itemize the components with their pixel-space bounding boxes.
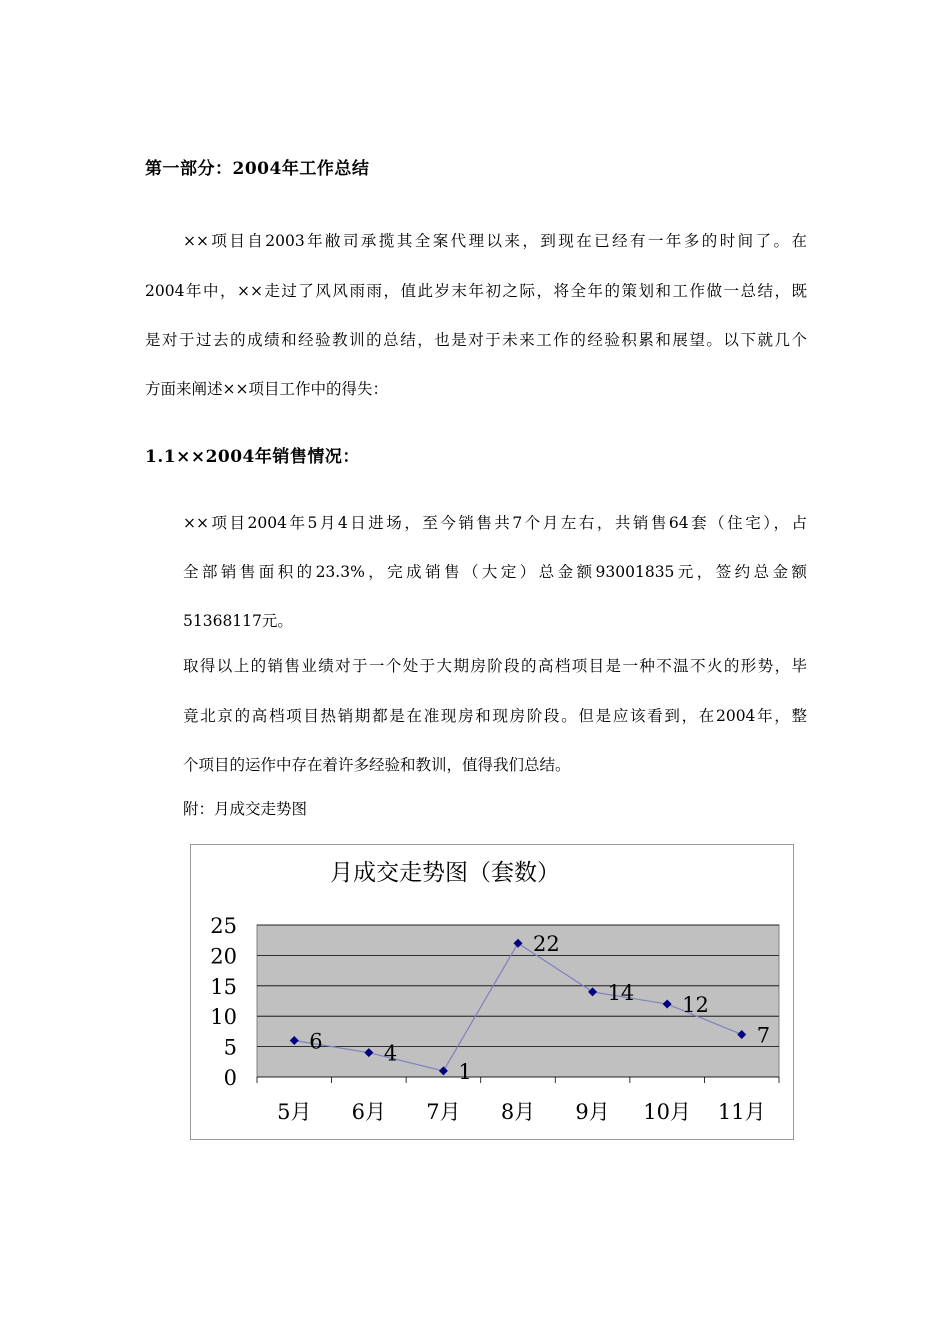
y-tick-label: 20	[210, 944, 237, 969]
data-label: 4	[383, 1041, 398, 1066]
intro-line: 方面来阐述××项目工作中的得失：	[145, 380, 388, 398]
y-tick-label: 5	[223, 1035, 237, 1060]
appendix-label: 附：月成交走势图	[183, 800, 308, 818]
sales-line: 51368117元。	[183, 612, 293, 630]
data-label: 7	[756, 1023, 771, 1048]
monthly-sales-chart	[190, 844, 794, 1140]
sales-line: 全部销售面积的23.3%，完成销售（大定）总金额93001835元，签约总金额	[183, 563, 807, 581]
chart-plot-area	[210, 914, 779, 1124]
chart-title: 月成交走势图（套数）	[330, 860, 560, 886]
x-tick-label: 9月	[575, 1100, 610, 1124]
analysis-line: 取得以上的销售业绩对于一个处于大期房阶段的高档项目是一种不温不火的形势，毕	[183, 657, 807, 675]
heading-sales-2004: 1.1××2004年销售情况：	[145, 447, 360, 467]
x-tick-label: 8月	[500, 1100, 536, 1124]
y-tick-label: 10	[210, 1005, 237, 1030]
heading-2004-summary: 第一部分：2004年工作总结	[145, 159, 370, 179]
analysis-line: 个项目的运作中存在着许多经验和教训，值得我们总结。	[183, 756, 571, 774]
data-label: 22	[533, 932, 560, 957]
x-tick-label: 6月	[351, 1100, 387, 1124]
x-tick-label: 11月	[717, 1100, 766, 1124]
intro-line: 2004年中，××走过了风风雨雨，值此岁末年初之际，将全年的策划和工作做一总结，既	[145, 282, 807, 300]
data-label: 6	[309, 1029, 323, 1054]
data-label: 12	[682, 993, 709, 1018]
intro-line: 是对于过去的成绩和经验教训的总结，也是对于未来工作的经验积累和展望。以下就几个	[145, 331, 807, 349]
data-label: 14	[607, 980, 635, 1005]
data-label: 1	[458, 1059, 472, 1084]
x-tick-label: 10月	[643, 1100, 692, 1124]
intro-line: ××项目自2003年敝司承揽其全案代理以来，到现在已经有一年多的时间了。在	[183, 232, 807, 250]
y-tick-label: 15	[210, 974, 237, 999]
chart-svg	[191, 845, 793, 1139]
analysis-line: 竟北京的高档项目热销期都是在准现房和现房阶段。但是应该看到，在2004年，整	[183, 707, 807, 725]
sales-line: ××项目2004年5月4日进场，至今销售共7个月左右，共销售64套（住宅），占	[183, 514, 807, 532]
y-tick-label: 0	[223, 1066, 237, 1090]
y-tick-label: 25	[210, 914, 237, 938]
x-tick-label: 5月	[277, 1100, 312, 1124]
x-tick-label: 7月	[426, 1100, 461, 1124]
